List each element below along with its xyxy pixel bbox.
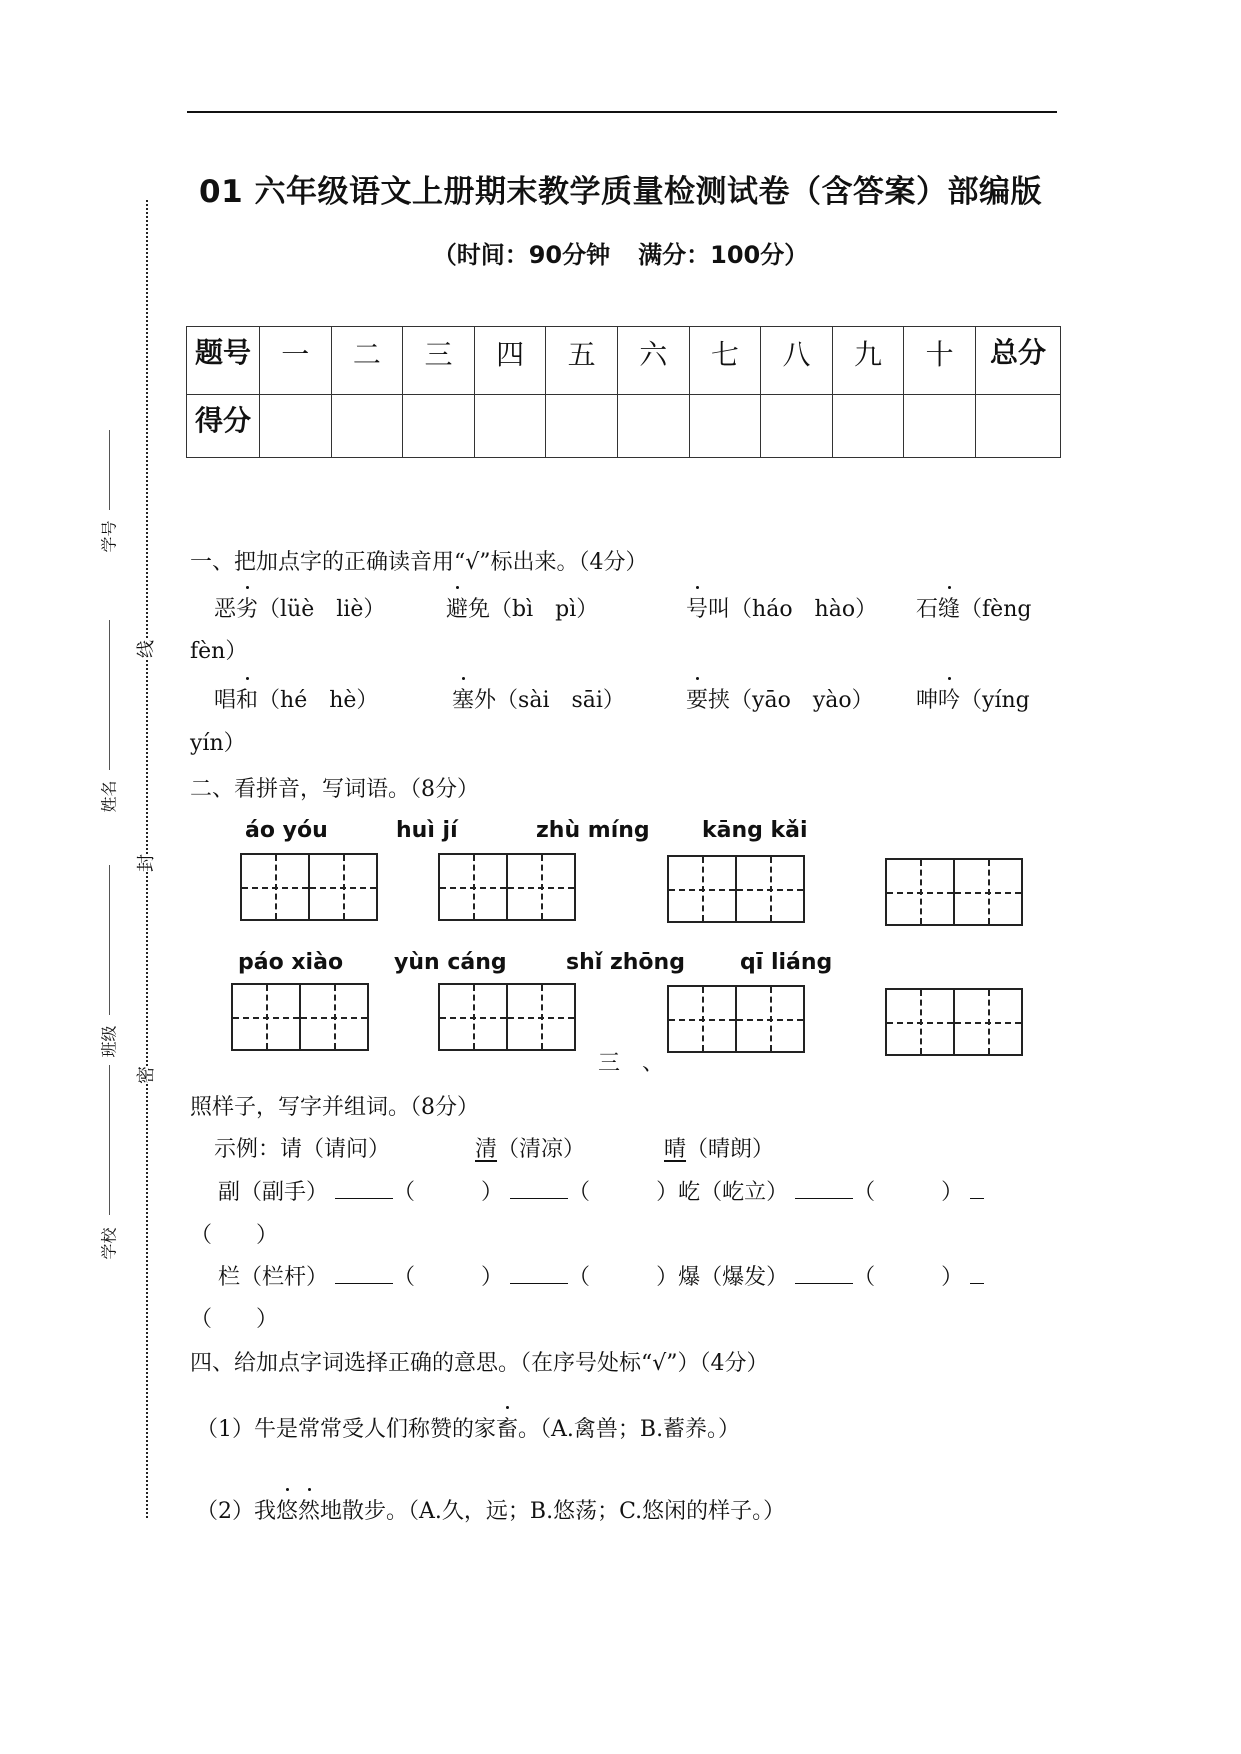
answer-blank[interactable]: [335, 1265, 393, 1284]
dotted-char: 要: [686, 683, 708, 714]
section3-row: 副（副手） （ ） （ ）屹（屹立） （ ）: [218, 1175, 984, 1206]
col-7: 七: [689, 327, 761, 395]
score-header: 得分: [187, 395, 260, 458]
score-cell[interactable]: [546, 395, 618, 458]
answer-blank[interactable]: [335, 1180, 393, 1199]
section4-question-1: （1）牛是常常受人们称赞的家畜。（A.禽兽；B.蓄养。）: [196, 1412, 740, 1443]
score-row: [187, 395, 1061, 458]
section1-wrap: yín）: [190, 731, 246, 756]
col-9: 九: [832, 327, 904, 395]
full-score: 满分：100分）: [638, 241, 809, 269]
dotted-char: 吟: [938, 683, 960, 714]
school-field-line[interactable]: [109, 1065, 110, 1215]
section1-heading: 一、把加点字的正确读音用“√”标出来。（4分）: [190, 550, 648, 575]
answer-blank[interactable]: [795, 1265, 853, 1284]
pinyin-options[interactable]: （yíng: [960, 688, 1030, 713]
writing-grid[interactable]: [438, 983, 576, 1051]
seal-char-xian: 线: [132, 640, 158, 658]
col-3: 三: [403, 327, 475, 395]
col-total: 总分: [976, 327, 1061, 395]
pinyin-prompt: zhù míng: [536, 818, 650, 843]
section1-item: 要挟（yāo yào）: [686, 683, 874, 714]
name-field-line[interactable]: [109, 620, 110, 770]
pinyin-options[interactable]: （bì pì）: [490, 597, 599, 622]
score-cell[interactable]: [689, 395, 761, 458]
page-title: 01 六年级语文上册期末教学质量检测试卷（含答案）部编版: [199, 174, 1042, 210]
school-label: 学校: [99, 1227, 119, 1260]
col-8: 八: [761, 327, 833, 395]
dotted-char: 然: [298, 1494, 320, 1525]
dotted-char: 避: [446, 592, 468, 623]
pinyin-options[interactable]: （yāo yào）: [730, 688, 874, 713]
dotted-char: 和: [236, 683, 258, 714]
section1-item: 恶劣（lüè liè）: [214, 592, 385, 623]
score-cell[interactable]: [403, 395, 475, 458]
header-rule: [187, 111, 1057, 113]
section3-row: 栏（栏杆） （ ） （ ）爆（爆发） （ ）: [218, 1260, 984, 1291]
section1-item: 塞外（sài sāi）: [452, 683, 625, 714]
student-id-field-line[interactable]: [109, 430, 110, 510]
section1-item: 唱和（hé hè）: [214, 683, 378, 714]
name-label: 姓名: [99, 780, 119, 813]
score-cell[interactable]: [260, 395, 332, 458]
section3-example3: 晴（晴朗）: [664, 1137, 775, 1162]
pinyin-prompt: shǐ zhōng: [566, 950, 685, 975]
pinyin-prompt: kāng kǎi: [702, 818, 808, 843]
col-10: 十: [904, 327, 976, 395]
col-6: 六: [617, 327, 689, 395]
section3-wrap[interactable]: （ ）: [190, 1223, 279, 1248]
col-4: 四: [474, 327, 546, 395]
pinyin-prompt: páo xiào: [238, 950, 344, 975]
answer-blank[interactable]: [510, 1180, 568, 1199]
writing-grid[interactable]: [240, 853, 378, 921]
dotted-char: 畜: [496, 1412, 518, 1443]
section2-heading: 二、看拼音，写词语。（8分）: [190, 777, 479, 802]
col-5: 五: [546, 327, 618, 395]
section3-number: 三 、: [598, 1051, 665, 1076]
col-2: 二: [331, 327, 403, 395]
score-cell[interactable]: [617, 395, 689, 458]
answer-blank[interactable]: [970, 1265, 984, 1284]
pinyin-options[interactable]: （hé hè）: [258, 688, 379, 713]
pinyin-options[interactable]: （sài sāi）: [496, 688, 625, 713]
dotted-char: 塞: [452, 683, 474, 714]
answer-blank[interactable]: [970, 1180, 984, 1199]
section4-question-2: （2）我悠然地散步。（A.久，远；B.悠荡；C.悠闲的样子。）: [196, 1494, 785, 1525]
answer-options[interactable]: 地散步。（A.久，远；B.悠荡；C.悠闲的样子。）: [320, 1499, 786, 1524]
writing-grid[interactable]: [438, 853, 576, 921]
col-1: 一: [260, 327, 332, 395]
pinyin-prompt: áo yóu: [245, 818, 328, 843]
question-number-header: 题号: [187, 327, 260, 395]
score-cell-total[interactable]: [976, 395, 1061, 458]
score-cell[interactable]: [832, 395, 904, 458]
answer-blank[interactable]: [510, 1265, 568, 1284]
class-field-line[interactable]: [109, 865, 110, 1015]
pinyin-prompt: qī liáng: [740, 950, 833, 975]
score-cell[interactable]: [761, 395, 833, 458]
section1-wrap: fèn）: [190, 639, 248, 664]
dotted-char: 缝: [938, 592, 960, 623]
writing-grid[interactable]: [231, 983, 369, 1051]
section3-wrap[interactable]: （ ）: [190, 1307, 279, 1332]
section1-item: 石缝（fèng: [916, 592, 1031, 623]
dotted-char: 劣: [236, 592, 258, 623]
pinyin-options[interactable]: （háo hào）: [730, 597, 878, 622]
writing-grid[interactable]: [885, 988, 1023, 1056]
pinyin-options[interactable]: （lüè liè）: [258, 597, 386, 622]
score-cell[interactable]: [904, 395, 976, 458]
dotted-char: 悠: [276, 1494, 298, 1525]
class-label: 班级: [99, 1025, 119, 1058]
pinyin-prompt: huì jí: [396, 818, 458, 843]
student-id-label: 学号: [99, 520, 119, 553]
answer-options[interactable]: 。（A.禽兽；B.蓄养。）: [518, 1417, 741, 1442]
pinyin-prompt: yùn cáng: [394, 950, 507, 975]
writing-grid[interactable]: [667, 985, 805, 1053]
seal-char-mi: 密: [132, 1066, 158, 1084]
question-number-row: [187, 327, 1061, 395]
score-cell[interactable]: [331, 395, 403, 458]
answer-blank[interactable]: [795, 1180, 853, 1199]
score-table: [186, 326, 1061, 458]
section3-heading: 照样子，写字并组词。（8分）: [190, 1095, 479, 1120]
section4-heading: 四、给加点字词选择正确的意思。（在序号处标“√”）（4分）: [190, 1351, 769, 1376]
time-limit: （时间：90分钟: [432, 241, 611, 269]
score-cell[interactable]: [474, 395, 546, 458]
section1-item: 呻吟（yíng: [916, 683, 1030, 714]
section3-example: 示例：请（请问）: [214, 1137, 391, 1162]
section1-item: 号叫（háo hào）: [686, 592, 877, 623]
dotted-char: 号: [686, 592, 708, 623]
seal-char-feng: 封: [132, 854, 158, 872]
writing-grid[interactable]: [885, 858, 1023, 926]
section3-example2: 清（清凉）: [475, 1137, 586, 1162]
exam-info: [0, 235, 1241, 270]
pinyin-options[interactable]: （fèng: [960, 597, 1032, 622]
writing-grid[interactable]: [667, 855, 805, 923]
section1-item: 避免（bì pì）: [446, 592, 598, 623]
